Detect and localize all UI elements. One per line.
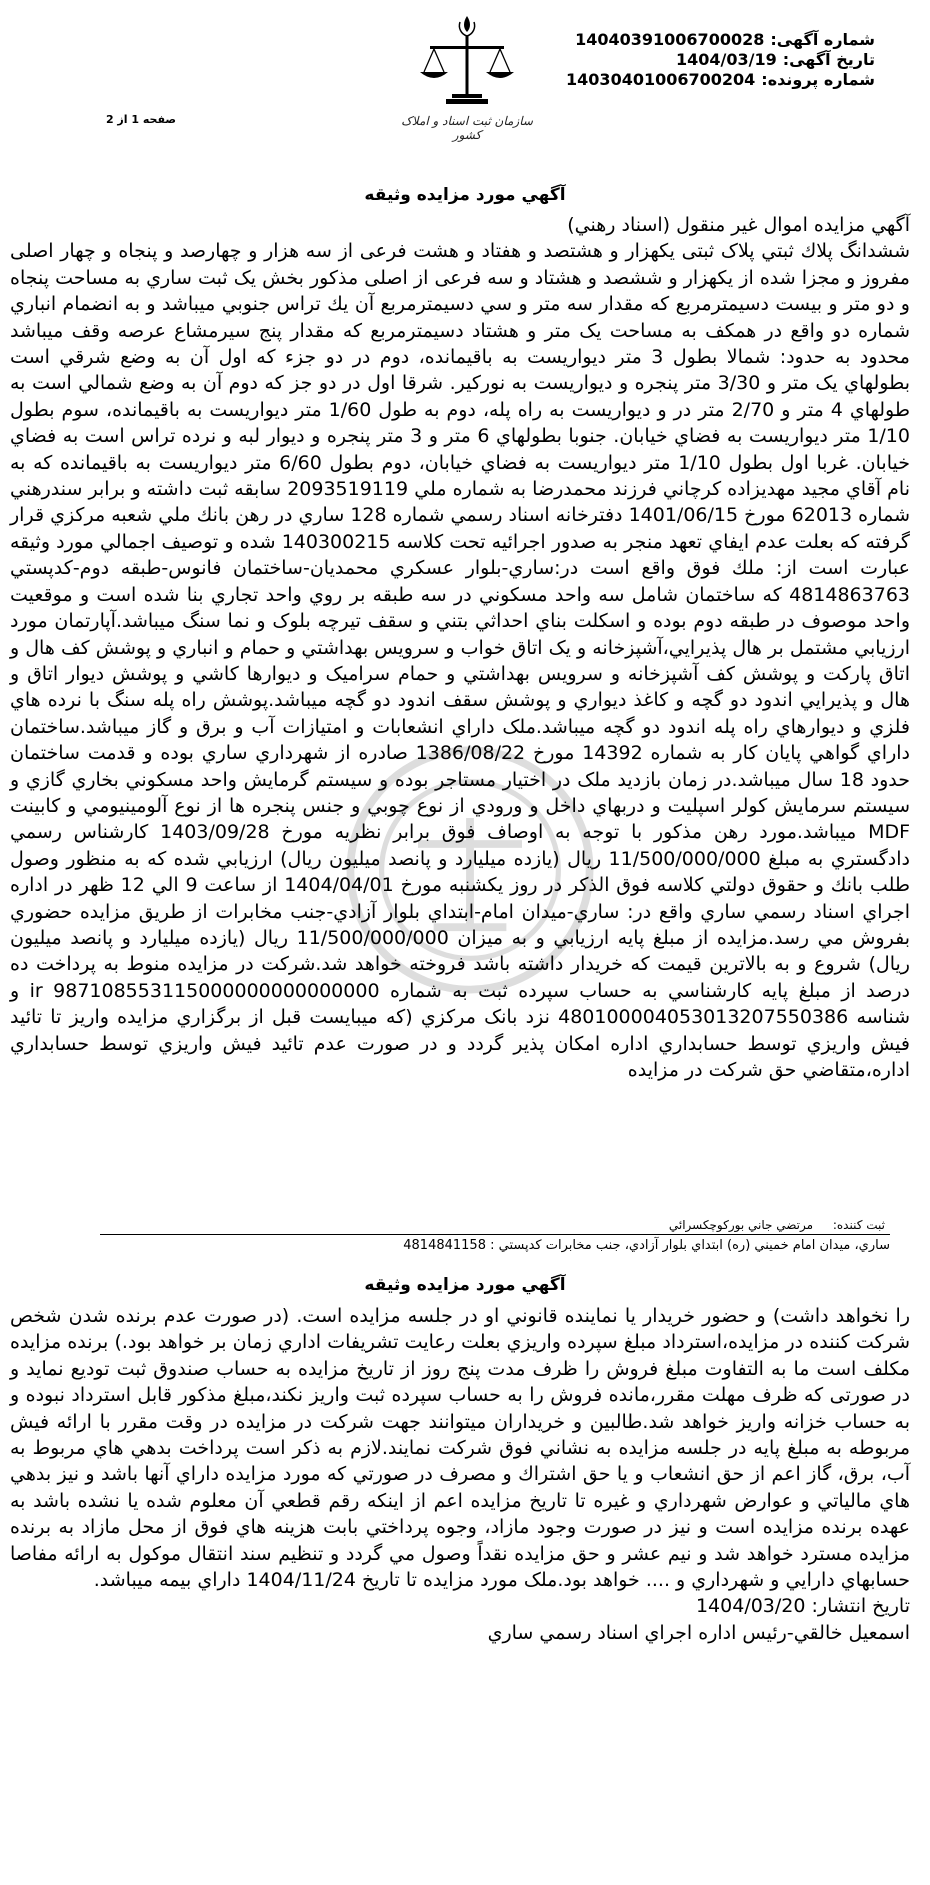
page-number: صفحه 1 از 2 [105, 113, 176, 126]
judiciary-logo [392, 12, 542, 147]
notice-paragraph-2: را نخواهد داشت) و حضور خريدار يا نماينده قانوني او در جلسه مزايده است. (در صورت عدم برنده شدن شخص شركت كننده در مزايده،استرداد مبلغ سپرده واريزي بعلت رعايت تشريفات اداري زمان بر خواهد بود.) برنده مزايده مكلف است ما به التفاوت مبلغ فروش را ظرف مدت پنج روز از تاريخ مزايده به حساب صندوق ثبت توديع نمايد و در صورتی كه ظرف مهلت مقرر،مانده فروش را به حساب سپرده ثبت واريز نكند،مبلغ مذكور قابل استرداد نبوده و به حساب خزانه واريز خواهد شد.طالبين و خريداران ميتوانند جهت شركت در مزايده در وقت مقرر با ارائه فيش مربوطه به مبلغ پايه در جلسه مزايده به نشاني فوق شركت نمايند.لازم به ذكر است پرداخت بدهي هاي مربوط به آب، برق، گاز اعم از حق انشعاب و يا حق اشتراك و مصرف در صورتي كه مورد مزايده داراي آنها باشد و نيز بدهي هاي مالياتي و عوارض شهرداري و غيره تا تاريخ مزايده اعم از اينكه رقم قطعي آن معلوم شده يا نشده باشد به عهده برنده مزايده است و نيز در صورت وجود مازاد، وجوه پرداختي بابت هزينه هاي فوق از محل مازاد به برنده مزايده مسترد خواهد شد و نيم عشر و حق مزايده نقداً وصول مي گردد و تنظيم سند انتقال موكول به ارائه مفاصا حسابهاي دارايي و شهرداري و .... خواهد بود.ملک مورد مزايده تا تاريخ 1404/11/24 داراي بيمه ميباشد. [10, 1305, 910, 1592]
scales-of-justice-icon [392, 12, 542, 112]
notice-number: 14040391006700028 [575, 30, 765, 49]
notice-subtitle: آگهي مزايده اموال غير منقول (اسناد رهني) [567, 214, 910, 236]
footer-divider [100, 1234, 890, 1235]
notice-date: 1404/03/19 [675, 50, 777, 69]
signer: اسمعيل خالقي-رئيس اداره اجراي اسناد رسمي ساري [487, 1621, 910, 1644]
case-number-label: شماره پرونده: [761, 70, 875, 89]
case-number: 14030401006700204 [566, 70, 756, 89]
notice-number-row [575, 30, 875, 50]
notice-date-row [575, 50, 875, 70]
notice-metadata [566, 30, 875, 90]
registrar-name: مرتضي جاني بوركوچكسرائي [668, 1218, 814, 1232]
registrar [545, 1218, 885, 1232]
publish-date-label: تاريخ انتشار: [811, 1595, 910, 1618]
logo-caption: سازمان ثبت اسناد و املاک کشور [401, 114, 533, 142]
office-address: ساري، ميدان امام خميني (ره) ابتداي بلوار آزادي، جنب مخابرات كدپستي : 4814841158 [403, 1238, 890, 1253]
notice-title-1: آگهي مورد مزايده وثيقه [364, 185, 566, 205]
notice-paragraph-1: ششدانگ پلاك ثبتي پلاک ثبتی يكهزار و هشتصد و هفتاد و هشت فرعی از سه هزار و چهارصد و پنجاه و چهار اصلی مفروز و مجزا شده از يكهزار و ششصد و هشتاد و سه فرعی از اصلی مذكور بخش يک ثبت ساري به مساحت پنجاه و دو متر و بيست دسيمترمربع كه مقدار سه متر و سي دسيمترمربع آن يك تراس جنوبي ميباشد و به انضمام انباري شماره دو واقع در همكف به مساحت يک متر و هشتاد دسيمترمربع كه مقدار پنج سيرمشاع عرصه وقف ميباشد محدود به حدود: شمالا بطول 3 متر ديواريست به باقيمانده، دوم در دو جزء كه اول آن به وضع شرقي است بطولهاي يک متر و 3/30 متر پنجره و ديواريست به نوركير. شرقا اول در دو جز كه دوم آن به وضع شمالي است به طولهاي 4 متر و 2/70 متر در و ديواريست به راه پله، دوم به طول 1/60 متر ديواريست به باقيمانده، سوم بطول 1/10 متر ديواريست به فضاي خيابان. جنوبا بطولهاي 6 متر و 3 متر پنجره و ديوار لبه و نرده تراس است به فضاي خيابان. غربا اول بطول 1/10 متر ديواريست به فضاي خيابان، دوم بطول 6/60 متر ديواريست به باقيمانده كه به نام آقاي مجيد مهديزاده كرچاني فرزند محمدرضا به شماره ملي 2093519119 سابقه ثبت داشته و برابر سندرهني شماره 62013 مورخ 1401/06/15 دفترخانه اسناد رسمي شماره 128 ساري در رهن بانك ملي شعبه مركزي قرار گرفته كه بعلت عدم ايفاي تعهد منجر به صدور اجرائيه تحت كلاسه 140300215 شده و توصيف اجمالي مورد وثيقه عبارت است از: ملك فوق واقع است در:ساري-بلوار عسكري محمديان-ساختمان فانوس-طبقه دوم-كدپستي 4814863763 كه ساختمان شامل سه واحد مسكوني در سه طبقه بر روي واحد تجاري بنا شده است و موقعيت واحد موصوف در طبقه دوم بوده و اسكلت بناي احداثي بتني و سقف تيرچه بلوک و نما سنگ ميباشد.آپارتمان مورد ارزيابي مشتمل بر هال پذيرايي،آشپزخانه و يک اتاق خواب و سرويس بهداشتي و حمام و انباري و پوشش كف هال و اتاق پاركت و پوشش كف آشپزخانه و سرويس بهداشتي و حمام سراميک و ديوارها كاشي و پوشش ديوار اتاق و هال و پذيرايي اندود دو گچه و كاغذ ديواري و پوشش سقف اندود دو گچه ميباشد.پوشش راه پله سنگ با نرده هاي فلزي و ديوارهاي راه پله اندود دو گچه ميباشد.ملک داراي انشعابات و امتيازات آب و برق و گاز ميباشد.ساختمان داراي گواهي پايان كار به شماره 14392 مورخ 1386/08/22 صادره از شهرداري ساري بوده و قدمت ساختمان حدود 18 سال ميباشد.در زمان بازديد ملک در اختيار مستاجر بوده و سيستم گرمايش واحد مسكوني بخاري گازي و سيستم سرمايش كولر اسپليت و دربهاي داخل و ورودي از نوع چوبي و جنس پنجره ها از نوع آلومينيومي و كابينت MDF ميباشد.مورد رهن مذكور با توجه به اوصاف فوق برابر نظريه مورخ 1403/09/28 كارشناس رسمي دادگستري به مبلغ 11/500/000/000 ريال (يازده ميليارد و پانصد ميليون ريال) ارزيابي شده كه به منظور وصول طلب بانك و حقوق دولتي كلاسه فوق الذكر در روز يكشنبه مورخ 1404/04/01 از ساعت 9 الي 12 ظهر در اداره اجراي اسناد رسمي ساري واقع در: ساري-ميدان امام-ابتداي بلوار آزادي-جنب مخابرات از طريق مزايده حضوري بفروش مي رسد.مزايده از مبلغ پايه ارزيابي و به ميزان 11/500/000/000 ريال (يازده ميليارد و پانصد ميليون ريال) شروع و به بالاترين قيمت كه خريدار داشته باشد فروخته خواهد شد.شركت در مزايده منوط به پرداخت ده درصد از مبلغ پايه كارشناسي به حساب سپرده ثبت به شماره ir 987108553115000000000000000 و شناسه 480100004053013207550386 نزد بانک مركزي (كه ميبايست قبل از برگزاري مزايده واريز تا تائيد فيش واريزي توسط حسابداري اداره امكان پذير گردد و در صورت عدم تائيد فيش واريزي توسط حسابداري اداره،متقاضي حق شركت در مزايده [10, 240, 911, 1081]
publish-date: 1404/03/20 [695, 1595, 806, 1618]
publish-date-line [10, 1593, 910, 1619]
notice-body-1 [10, 212, 910, 1083]
notice-body-2 [10, 1303, 910, 1646]
case-number-row [566, 70, 875, 90]
notice-number-label: شماره آگهی: [770, 30, 875, 49]
notice-date-label: تاریخ آگهی: [782, 50, 875, 69]
registrar-label: ثبت کننده: [832, 1218, 885, 1232]
notice-title-2: آگهي مورد مزايده وثيقه [364, 1275, 566, 1295]
